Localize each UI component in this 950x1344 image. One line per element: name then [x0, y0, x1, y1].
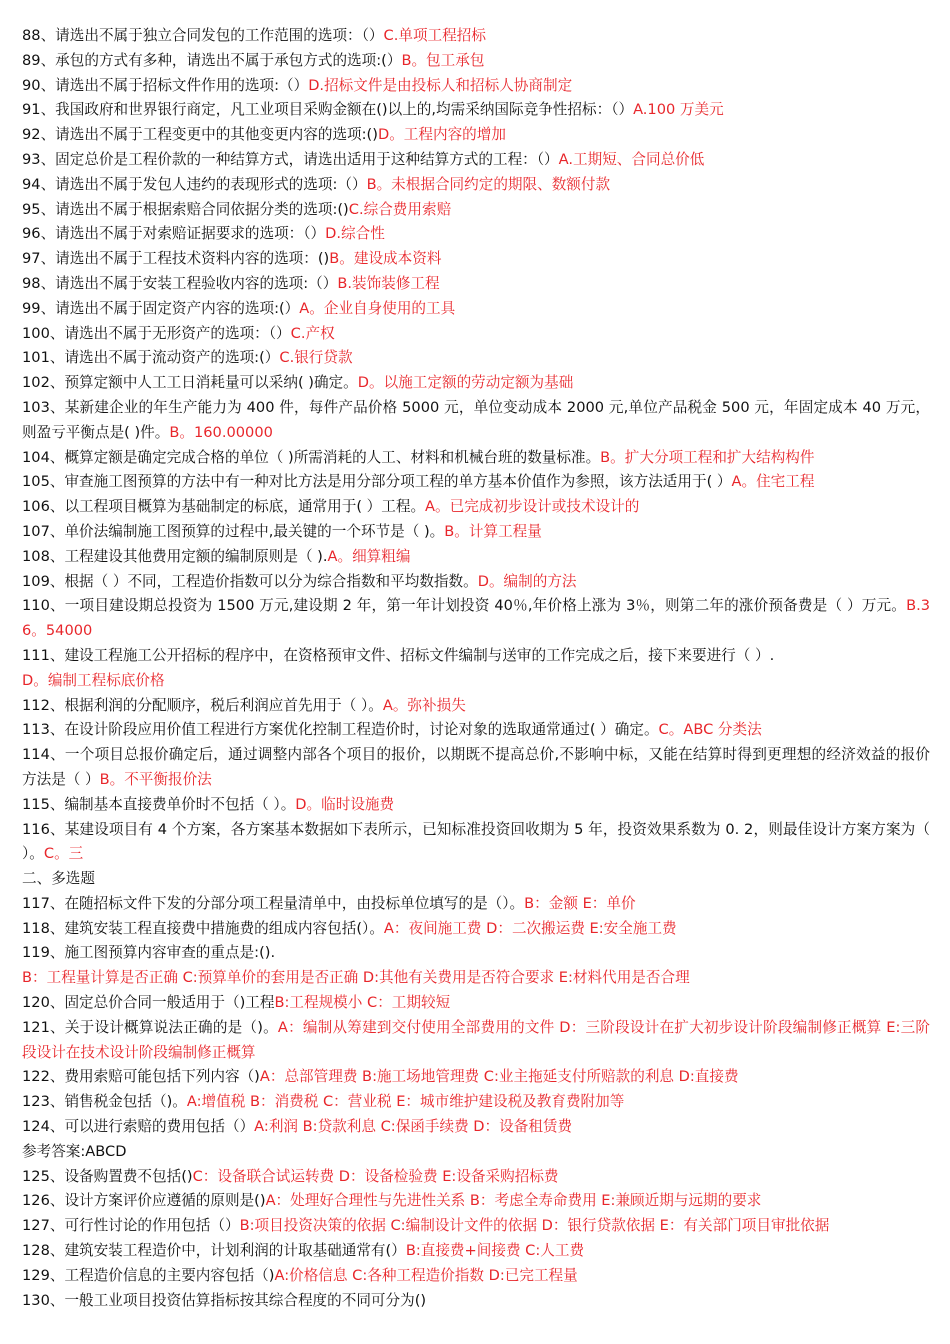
answer-text: D。临时设施费 — [295, 795, 395, 813]
question-text: 101、请选出不属于流动资产的选项:(） — [22, 349, 280, 367]
answer-text: C.综合费用索赔 — [348, 200, 452, 218]
answer-text: A:价格信息 C:各种工程造价指数 D:已完工程量 — [274, 1266, 578, 1284]
answer-text: B.装饰装修工程 — [337, 274, 440, 292]
answer-text: C.银行贷款 — [279, 349, 353, 367]
question-text: 110、一项目建设期总投资为 1500 万元,建设期 2 年，第一年计划投资 40％,年价格上涨为 3％，则第二年的涨价预备费是（ ）万元。 — [22, 597, 907, 615]
question-line — [22, 1016, 930, 1066]
question-line — [22, 966, 930, 991]
answer-text: A.100 万美元 — [633, 101, 724, 119]
question-text: 90、请选出不属于招标文件作用的选项:（） — [22, 76, 309, 94]
question-line — [22, 74, 930, 99]
question-line — [22, 247, 930, 272]
question-text: 126、设计方案评价应遵循的原则是() — [22, 1192, 266, 1210]
answer-text: B。包工承包 — [401, 51, 485, 69]
question-text: 96、请选出不属于对索赔证据要求的选项：（） — [22, 225, 326, 243]
question-text: 127、可行性讨论的作用包括（） — [22, 1217, 240, 1235]
question-line — [22, 743, 930, 793]
question-line — [22, 892, 930, 917]
question-line — [22, 371, 930, 396]
question-line — [22, 470, 930, 495]
question-text: 121、关于设计概算说法正确的是（)。 — [22, 1018, 278, 1036]
answer-text: A：处理好合理性与先进性关系 B：考虑全寿命费用 E:兼顾近期与远期的要求 — [265, 1192, 762, 1210]
answer-text: A。弥补损失 — [382, 696, 466, 714]
question-text: 102、预算定额中人工工日消耗量可以采纳( )确定。 — [22, 374, 358, 392]
answer-text: B:项目投资决策的依据 C:编制设计文件的依据 D：银行贷款依据 E：有关部门项目审批依据 — [239, 1217, 830, 1235]
question-line — [22, 1189, 930, 1214]
question-line — [22, 1239, 930, 1264]
question-line — [22, 1165, 930, 1190]
question-text: 参考答案:ABCD — [22, 1142, 127, 1160]
question-text: 109、根据（ ）不同，工程造价指数可以分为综合指数和平均数指数。 — [22, 572, 478, 590]
question-text: 99、请选出不属于固定资产内容的选项:(） — [22, 299, 300, 317]
answer-text: A:增值税 B：消费税 C：营业税 E：城市维护建设税及教育费附加等 — [186, 1093, 625, 1111]
question-text: 97、请选出不属于工程技术资料内容的选项：() — [22, 250, 330, 268]
answer-text: A：总部管理费 B:施工场地管理费 C:业主拖延支付所赔款的利息 D:直接费 — [259, 1068, 739, 1086]
question-line — [22, 1140, 930, 1165]
question-line — [22, 297, 930, 322]
question-text: 89、承包的方式有多种，请选出不属于承包方式的选项:(） — [22, 51, 402, 69]
answer-text: B。扩大分项工程和扩大结构构件 — [600, 448, 815, 466]
question-line — [22, 49, 930, 74]
question-text: 122、费用索赔可能包括下列内容（) — [22, 1068, 260, 1086]
question-line — [22, 495, 930, 520]
question-line — [22, 396, 930, 446]
question-text: 114、一个项目总报价确定后，通过调整内部各个项目的报价，以期既不提高总价,不影响中标，又能在结算时得到更理想的经济效益的报价方法是（ ） — [22, 746, 930, 788]
answer-text: A。已完成初步设计或技术设计的 — [425, 498, 640, 516]
question-line — [22, 594, 930, 644]
question-line — [22, 98, 930, 123]
question-line — [22, 644, 930, 669]
answer-text: A。企业自身使用的工具 — [299, 299, 456, 317]
question-line — [22, 1264, 930, 1289]
answer-text: D.综合性 — [325, 225, 385, 243]
question-line — [22, 867, 930, 892]
question-text: 94、请选出不属于发包人违约的表现形式的选项:（） — [22, 175, 367, 193]
question-line — [22, 322, 930, 347]
question-text: 98、请选出不属于安装工程验收内容的选项:（） — [22, 274, 338, 292]
question-text: 119、施工图预算内容审查的重点是:(). — [22, 944, 276, 962]
question-text: 113、在设计阶段应用价值工程进行方案优化控制工程造价时，讨论对象的选取通常通过( ）确定。 — [22, 721, 659, 739]
answer-text: C。ABC 分类法 — [658, 721, 762, 739]
answer-text: B。建设成本资料 — [329, 250, 442, 268]
question-line — [22, 818, 930, 868]
question-text: 105、审查施工图预算的方法中有一种对比方法是用分部分项工程的单方基本价值作为参照，该方法适用于( ） — [22, 473, 732, 491]
question-text: 125、设备购置费不包括() — [22, 1167, 193, 1185]
question-line — [22, 917, 930, 942]
answer-text: D。编制工程标底价格 — [22, 671, 165, 689]
question-text: 117、在随招标文件下发的分部分项工程量清单中，由投标单位填写的是（）。 — [22, 894, 525, 912]
question-line — [22, 545, 930, 570]
question-text: 112、根据利润的分配顺序，税后利润应首先用于（ ）。 — [22, 696, 383, 714]
question-text: 88、请选出不属于独立合同发包的工作范围的选项：（） — [22, 27, 384, 44]
question-text: 103、某新建企业的年生产能力为 400 件，每件产品价格 5000 元，单位变动成本 2000 元,单位产品税金 500 元，年固定成本 40 万元，则盈亏平衡点是( )件。 — [22, 398, 930, 441]
answer-text: A：夜间施工费 D：二次搬运费 E:安全施工费 — [383, 919, 677, 937]
question-text: 108、工程建设其他费用定额的编制原则是（ ). — [22, 547, 328, 565]
question-text: 118、建筑安装工程直接费中措施费的组成内容包括(）。 — [22, 919, 384, 937]
question-line — [22, 446, 930, 471]
answer-text: C.产权 — [290, 324, 335, 342]
question-line — [22, 1065, 930, 1090]
answer-text: C.单项工程招标 — [383, 27, 486, 44]
question-line — [22, 198, 930, 223]
question-text: 95、请选出不属于根据索赔合同依据分类的选项:() — [22, 200, 349, 218]
question-text: 120、固定总价合同一般适用于（)工程 — [22, 994, 275, 1012]
answer-text: B。未根据合同约定的期限、数额付款 — [366, 175, 611, 193]
question-line — [22, 718, 930, 743]
answer-text: D。以施工定额的劳动定额为基础 — [357, 374, 574, 392]
question-text: 91、我国政府和世界银行商定，凡工业项目采购金额在()以上的,均需采纳国际竞争性招标：（） — [22, 101, 634, 119]
question-line — [22, 148, 930, 173]
answer-text: A。住宅工程 — [731, 473, 815, 491]
answer-text: B.36。54000 — [22, 597, 930, 640]
answer-text: C：设备联合试运转费 D：设备检验费 E:设备采购招标费 — [192, 1167, 559, 1185]
answer-text: A：编制从筹建到交付使用全部费用的文件 D：三阶段设计在扩大初步设计阶段编制修正概算 E:三阶段设计在技术设计阶段编制修正概算 — [22, 1018, 930, 1061]
question-text: 107、单价法编制施工图预算的过程中,最关键的一个环节是（ )。 — [22, 522, 445, 540]
question-text: 111、建设工程施工公开招标的程序中，在资格预审文件、招标文件编制与送审的工作完成之后，接下来要进行（ ）. — [22, 646, 775, 664]
question-line — [22, 793, 930, 818]
question-text: 115、编制基本直接费单价时不包括（ ）。 — [22, 795, 296, 813]
question-line — [22, 991, 930, 1016]
document-body — [22, 24, 930, 1313]
question-text: 104、概算定额是确定完成合格的单位（ )所需消耗的人工、材料和机械台班的数量标准。 — [22, 448, 601, 466]
question-line — [22, 669, 930, 694]
question-line — [22, 1214, 930, 1239]
question-line — [22, 222, 930, 247]
question-text: 130、一般工业项目投资估算指标按其综合程度的不同可分为() — [22, 1291, 427, 1309]
answer-text: B。计算工程量 — [444, 522, 542, 540]
question-text: 123、销售税金包括（)。 — [22, 1093, 187, 1111]
answer-text: B。160.00000 — [169, 423, 273, 441]
question-text: 106、以工程项目概算为基础制定的标底，通常用于( ）工程。 — [22, 498, 426, 516]
question-text: 93、固定总价是工程价款的一种结算方式，请选出适用于这种结算方式的工程：（） — [22, 150, 559, 168]
question-line — [22, 173, 930, 198]
answer-text: B：金额 E：单价 — [524, 894, 636, 912]
question-text: 92、请选出不属于工程变更中的其他变更内容的选项:() — [22, 126, 378, 144]
question-text: 128、建筑安装工程造价中，计划利润的计取基础通常有(） — [22, 1242, 406, 1260]
question-text: 124、可以进行索赔的费用包括（） — [22, 1118, 255, 1136]
question-text: 129、工程造价信息的主要内容包括（) — [22, 1266, 275, 1284]
question-line — [22, 694, 930, 719]
answer-text: B:直接费+间接费 C:人工费 — [405, 1242, 585, 1260]
question-text: 116、某建设项目有 4 个方案，各方案基本数据如下表所示，已知标准投资回收期为 5 年，投资效果系数为 0. 2，则最佳设计方案方案为（ ）。 — [22, 820, 930, 863]
answer-text: A。细算粗编 — [327, 547, 411, 565]
answer-text: A.工期短、合同总价低 — [558, 150, 705, 168]
answer-text: D。编制的方法 — [477, 572, 577, 590]
question-line — [22, 520, 930, 545]
answer-text: B:工程规模小 C：工期较短 — [274, 994, 451, 1012]
question-line — [22, 570, 930, 595]
question-text: 100、请选出不属于无形资产的选项：（） — [22, 324, 291, 342]
question-line — [22, 1090, 930, 1115]
question-line — [22, 24, 930, 49]
answer-text: D.招标文件是由投标人和招标人协商制定 — [308, 76, 573, 94]
answer-text: C。三 — [43, 845, 84, 863]
answer-text: B：工程量计算是否正确 C:预算单价的套用是否正确 D:其他有关费用是否符合要求 E:材料代用是否合理 — [22, 969, 690, 987]
answer-text: D。工程内容的增加 — [377, 126, 506, 144]
question-line — [22, 1115, 930, 1140]
question-line — [22, 1289, 930, 1314]
question-text: 二、多选题 — [22, 870, 95, 888]
answer-text: A:利润 B:贷款利息 C:保函手续费 D：设备租赁费 — [254, 1118, 573, 1136]
question-line — [22, 346, 930, 371]
answer-text: B。不平衡报价法 — [99, 770, 212, 788]
question-line — [22, 941, 930, 966]
question-line — [22, 272, 930, 297]
question-line — [22, 123, 930, 148]
